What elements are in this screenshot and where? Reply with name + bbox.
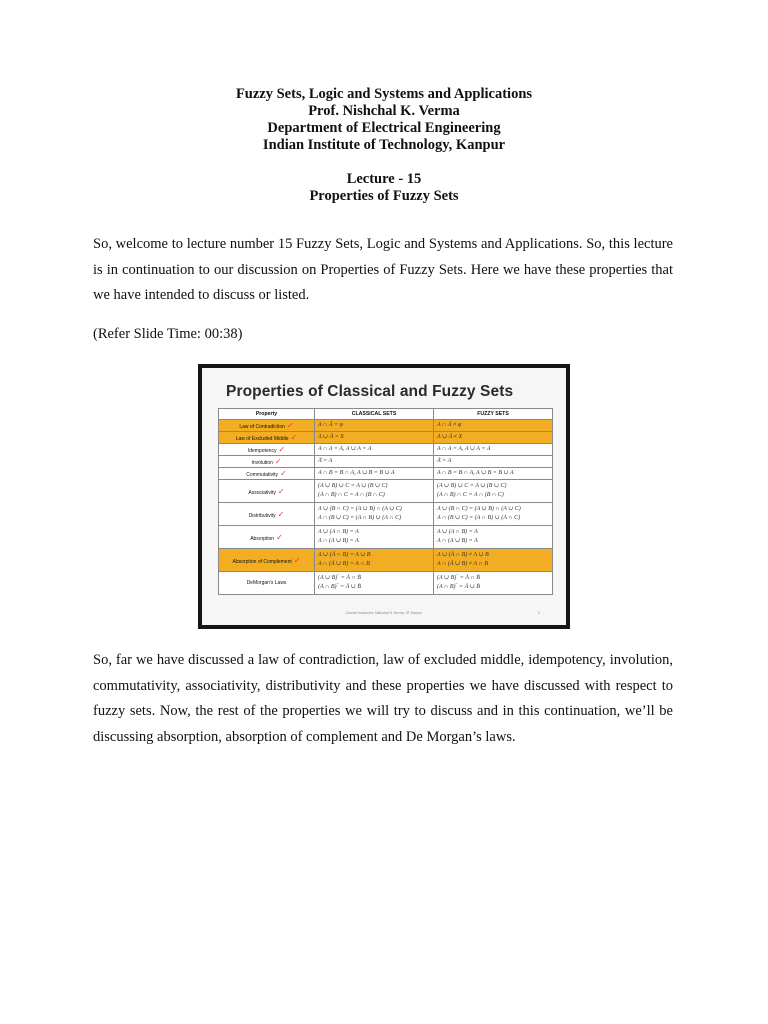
header-classical-sets: CLASSICAL SETS <box>315 409 434 420</box>
check-mark-icon: ✓ <box>278 445 286 454</box>
property-name: Absorption of Complement <box>232 558 292 565</box>
table-row <box>219 503 553 526</box>
property-cell <box>219 444 315 456</box>
check-mark-icon: ✓ <box>274 457 282 466</box>
fuzzy-formula: A ∪ Ā ≠ X <box>437 434 463 440</box>
classical-sets-cell <box>315 456 434 468</box>
fuzzy-formula: A ∪ (A ∩ B) = A <box>437 529 478 535</box>
classical-formula: A ∩ (Ā ∪ B) = A ∩ B <box>318 561 370 567</box>
slide-title: Properties of Classical and Fuzzy Sets <box>226 383 514 400</box>
property-cell <box>219 432 315 444</box>
fuzzy-formula: A ∩ (B ∪ C) = (A ∩ B) ∪ (A ∩ C) <box>437 515 521 521</box>
table-row <box>219 526 553 549</box>
classical-sets-cell <box>315 432 434 444</box>
table-row <box>219 549 553 572</box>
property-cell <box>219 549 315 572</box>
fuzzy-sets-cell <box>434 468 553 480</box>
property-cell <box>219 456 315 468</box>
lecture-topic: Properties of Fuzzy Sets <box>309 188 459 204</box>
properties-table <box>218 408 553 595</box>
fuzzy-formula: A ∩ A = A, A ∪ A = A <box>437 446 491 452</box>
header-property: Property <box>219 409 315 420</box>
check-mark-icon: ✓ <box>286 421 294 430</box>
classical-sets-cell <box>315 572 434 595</box>
refer-slide-time: (Refer Slide Time: 00:38) <box>93 326 243 342</box>
property-name: Law of Excluded Middle <box>235 436 289 442</box>
classical-formula: (A ∪ B) ∪ C = A ∪ (B ∪ C) <box>318 483 388 489</box>
fuzzy-formula: (A ∪ B)‾ = Ā ∩ B̄ <box>437 575 480 581</box>
classical-formula: A ∩ (A ∪ B) = A <box>318 538 359 544</box>
classical-formula: A ∪ Ā = X <box>318 434 344 440</box>
classical-sets-cell <box>315 526 434 549</box>
classical-formula: Ā̄ = A <box>318 458 333 464</box>
table-row <box>219 468 553 480</box>
classical-sets-cell <box>315 444 434 456</box>
fuzzy-sets-cell <box>434 572 553 595</box>
classical-sets-cell <box>315 420 434 432</box>
document-header <box>0 86 768 205</box>
fuzzy-formula: (A ∩ B)‾ = Ā ∪ B̄ <box>437 584 480 590</box>
property-name: Absorption <box>250 535 275 542</box>
property-name: Associativity <box>248 489 276 496</box>
fuzzy-formula: (A ∪ B) ∪ C = A ∪ (B ∪ C) <box>437 483 507 489</box>
property-cell <box>219 503 315 526</box>
property-name: DeMorgan's Laws <box>246 580 287 586</box>
department-name: Department of Electrical Engineering <box>267 120 501 136</box>
classical-sets-cell <box>315 480 434 503</box>
check-mark-icon: ✓ <box>293 555 301 565</box>
table-row <box>219 420 553 432</box>
table-row <box>219 432 553 444</box>
property-name: Involution <box>251 460 273 466</box>
header-fuzzy-sets: FUZZY SETS <box>434 409 553 420</box>
check-mark-icon: ✓ <box>279 469 287 478</box>
summary-paragraph: So, far we have discussed a law of contradiction, law of excluded middle, idempotency, involution, commutativity, associativity, distributivity and these properties we have discussed with respect to fuzzy sets. Now, the rest of the properties we will try to discuss and in this continuation, we’ll be discussing absorption, absorption of complement and De Morgan’s laws. <box>93 652 673 745</box>
slide-page-number: 2 <box>538 611 540 615</box>
property-cell <box>219 420 315 432</box>
properties-table-body <box>219 420 553 595</box>
slide-footer: Course Instructor: Nishchal K Verma, IIT Kanpur <box>345 611 423 615</box>
fuzzy-sets-cell <box>434 503 553 526</box>
classical-formula: (A ∩ B)‾ = Ā ∪ B̄ <box>318 584 361 590</box>
fuzzy-formula: A ∩ (Ā ∪ B) ≠ A ∩ B <box>437 561 488 567</box>
classical-sets-cell <box>315 549 434 572</box>
property-cell <box>219 480 315 503</box>
classical-sets-cell <box>315 503 434 526</box>
check-mark-icon: ✓ <box>277 486 285 496</box>
fuzzy-sets-cell <box>434 456 553 468</box>
classical-formula: A ∩ B = B ∩ A, A ∪ B = B ∪ A <box>318 470 395 476</box>
fuzzy-formula: A ∩ B = B ∩ A, A ∪ B = B ∪ A <box>437 470 514 476</box>
lecture-number: Lecture - 15 <box>346 171 422 187</box>
classical-formula: (A ∪ B)‾ = Ā ∩ B̄ <box>318 575 361 581</box>
fuzzy-sets-cell <box>434 432 553 444</box>
check-mark-icon: ✓ <box>276 532 283 542</box>
check-mark-icon: ✓ <box>277 509 285 519</box>
property-name: Idempotency <box>247 448 277 454</box>
fuzzy-sets-cell <box>434 444 553 456</box>
property-cell <box>219 572 315 595</box>
intro-paragraph: So, welcome to lecture number 15 Fuzzy Sets, Logic and Systems and Applications. So, this lecture is in continuation to our discussion on Properties of Fuzzy Sets. Here we have these properties that we have intended to discuss or listed. <box>93 236 673 303</box>
table-row <box>219 572 553 595</box>
fuzzy-formula: A ∩ Ā ≠ φ <box>437 422 462 428</box>
classical-formula: A ∪ (A ∩ B) = A <box>318 529 359 535</box>
slide-content <box>202 368 566 625</box>
classical-formula: A ∩ (B ∪ C) = (A ∩ B) ∪ (A ∩ C) <box>318 515 402 521</box>
institute-name: Indian Institute of Technology, Kanpur <box>262 137 506 153</box>
classical-formula: A ∩ Ā = φ <box>318 422 343 428</box>
fuzzy-formula: Ā̄ = A <box>437 458 452 464</box>
property-name: Distributivity <box>248 512 276 519</box>
slide-image <box>198 364 570 629</box>
fuzzy-sets-cell <box>434 526 553 549</box>
classical-formula: A ∩ A = A, A ∪ A = A <box>318 446 372 452</box>
table-row <box>219 444 553 456</box>
course-title: Fuzzy Sets, Logic and Systems and Applications <box>235 86 533 102</box>
check-mark-icon: ✓ <box>290 433 298 442</box>
fuzzy-formula: (A ∩ B) ∩ C = A ∩ (B ∩ C) <box>437 492 504 498</box>
property-cell <box>219 468 315 480</box>
professor-name: Prof. Nishchal K. Verma <box>308 103 460 119</box>
fuzzy-formula: A ∪ (Ā ∩ B) ≠ A ∪ B <box>437 552 489 558</box>
fuzzy-sets-cell <box>434 420 553 432</box>
classical-formula: A ∪ (Ā ∩ B) = A ∪ B <box>318 552 371 558</box>
classical-formula: A ∪ (B ∩ C) = (A ∪ B) ∩ (A ∪ C) <box>318 506 402 512</box>
fuzzy-formula: A ∩ (A ∪ B) = A <box>437 538 478 544</box>
classical-formula: (A ∩ B) ∩ C = A ∩ (B ∩ C) <box>318 492 385 498</box>
fuzzy-sets-cell <box>434 480 553 503</box>
fuzzy-formula: A ∪ (B ∩ C) = (A ∪ B) ∩ (A ∪ C) <box>437 506 521 512</box>
property-cell <box>219 526 315 549</box>
property-name: Commutativity <box>246 472 278 478</box>
classical-sets-cell <box>315 468 434 480</box>
fuzzy-sets-cell <box>434 549 553 572</box>
header-spacer <box>0 154 768 171</box>
property-name: Law of Contradiction <box>239 424 285 430</box>
table-row <box>219 480 553 503</box>
table-row <box>219 456 553 468</box>
